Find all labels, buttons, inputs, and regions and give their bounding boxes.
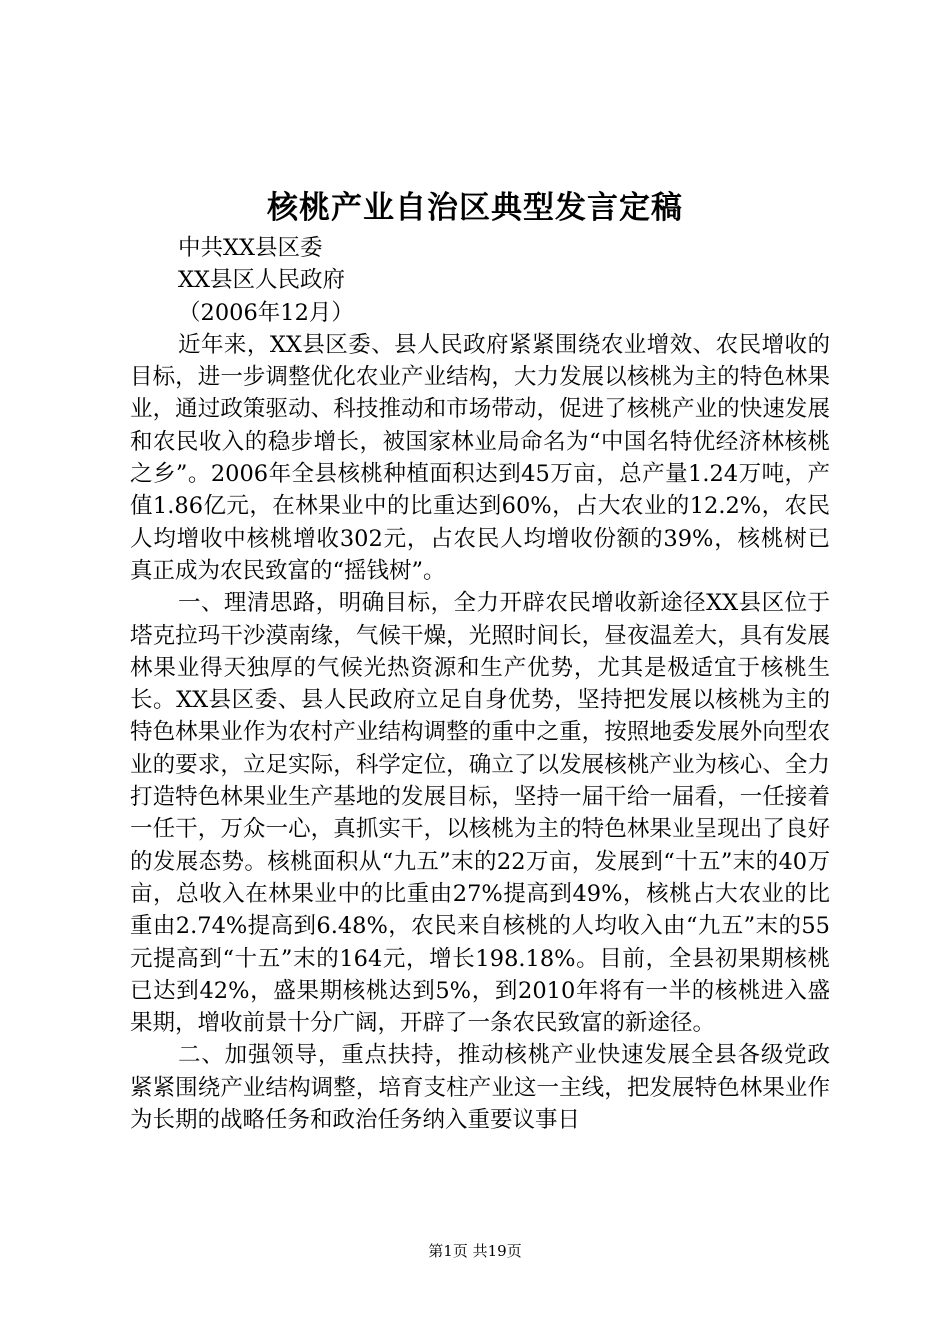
page-number-footer: 第1页 共19页 [428,1242,522,1260]
paragraph-section-2: 二、加强领导，重点扶持，推动核桃产业快速发展全县各级党政紧紧围绕产业结构调整，培育支柱产业这一主线，把发展特色林果业作为长期的战略任务和政治任务纳入重要议事日 [130,1042,830,1134]
document-body [130,232,830,1136]
date-line: （2006年12月） [178,299,354,326]
author-org-line: 中共XX县区委 [178,235,323,261]
author-gov-line: XX县区人民政府 [178,267,346,294]
paragraph-section-1: 一、理清思路，明确目标，全力开辟农民增收新途径XX县区位于塔克拉玛干沙漠南缘，气候干燥，光照时间长，昼夜温差大，具有发展林果业得天独厚的气候光热资源和生产优势，尤其是极适宜于核桃生长。XX县区委、县人民政府立足自身优势，坚持把发展以核桃为主的特色林果业作为农村产业结构调整的重中之重，按照地委发展外向型农业的要求，立足实际，科学定位，确立了以发展核桃产业为核心、全力打造特色林果业生产基地的发展目标，坚持一届干给一届看，一任接着一任干，万众一心，真抓实干，以核桃为主的特色林果业呈现出了良好的发展态势。核桃面积从“九五”末的22万亩，发展到“十五”末的40万亩，总收入在林果业中的比重由27%提高到49%，核桃占大农业的比重由2.74%提高到6.48%，农民来自核桃的人均收入由“九五”末的55元提高到“十五”末的164元，增长198.18%。目前，全县初果期核桃已达到42%，盛果期核桃达到5%，到2010年将有一半的核桃进入盛果期，增收前景十分广阔，开辟了一条农民致富的新途径。 [130,590,830,1037]
paragraph-intro: 近年来，XX县区委、县人民政府紧紧围绕农业增效、农民增收的目标，进一步调整优化农业产业结构，大力发展以核桃为主的特色林果业，通过政策驱动、科技推动和市场带动，促进了核桃产业的快速发展和农民收入的稳步增长，被国家林业局命名为“中国名特优经济林核桃之乡”。2006年全县核桃种植面积达到45万亩，总产量1.24万吨，产值1.86亿元，在林果业中的比重达到60%，占大农业的12.2%，农民人均增收中核桃增收302元，占农民人均增收份额的39%，核桃树已真正成为农民致富的“摇钱树”。 [130,331,830,584]
document-title: 核桃产业自治区典型发言定稿 [267,190,683,226]
